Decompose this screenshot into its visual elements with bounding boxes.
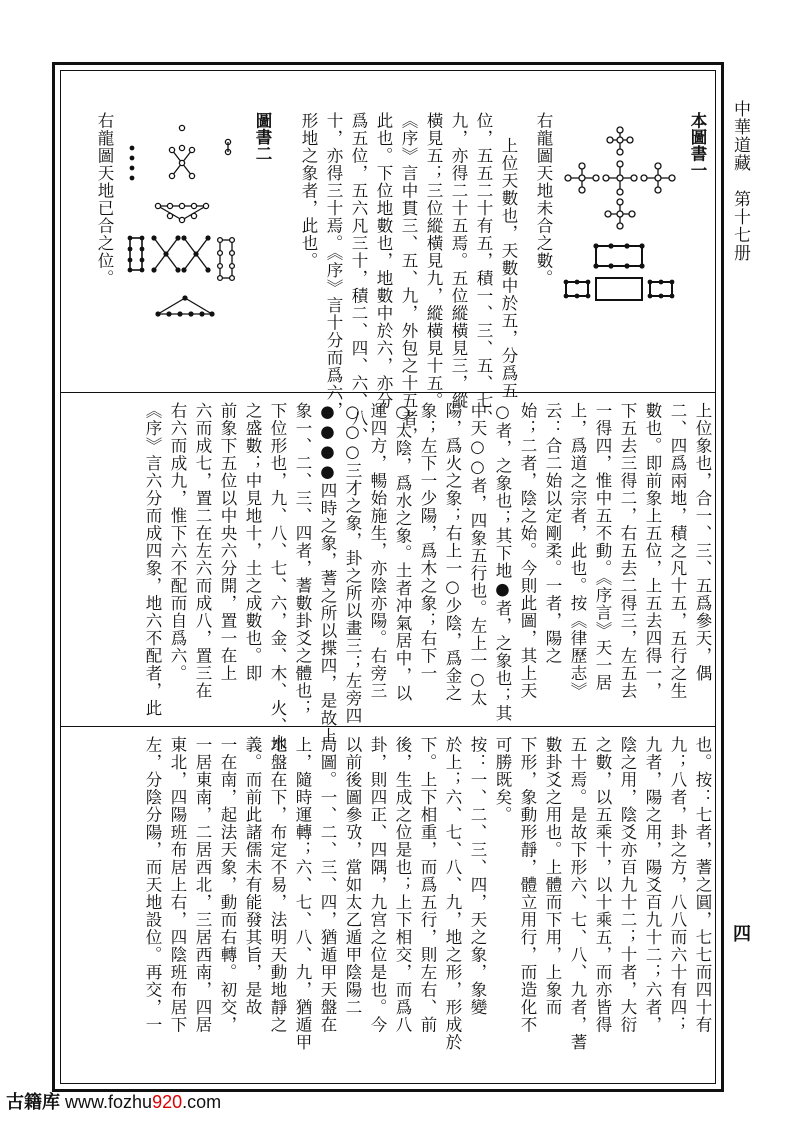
text-column: ○者，之象也；其下地●者，之象也；其 <box>493 402 512 722</box>
text-column: 陽，爲火之象；右上一○少陰，爲金之 <box>443 402 462 702</box>
text-column: 可勝既矣。 <box>493 736 512 824</box>
top-text <box>296 112 556 445</box>
text-column: 地盤在下，布定不易，法明天動地靜之 <box>268 736 287 1034</box>
text-column: 左，分陰分陽，而天地設位。再交，一 <box>143 736 162 1034</box>
text-column: 一得四，惟中五不動。《序言》天一居 <box>593 402 612 692</box>
diagram1-figure <box>558 120 683 310</box>
text-column: 也。按：七者，蓍之圓，七七而四十有 <box>693 736 712 1034</box>
text-column: 云：合二始以定剛柔。一者，陽之 <box>543 402 562 665</box>
text-column: 運四方，暢始施生，亦陰亦陽。右旁三 <box>368 402 387 700</box>
footer-host-suffix: .com <box>182 1092 222 1112</box>
text-column: 一居東南，二居西北，三居西南，四居 <box>193 736 212 1034</box>
running-header: 中華道藏 第十七册 <box>730 100 750 262</box>
text-column: 以前後圖參攷，當如太乙遁甲陰陽二 <box>343 736 362 1016</box>
text-column: 十，亦得三十焉。《序》言十分而爲六， <box>324 112 343 419</box>
text-column: 數卦爻之用也。上體而下用，上象而 <box>543 736 562 1016</box>
text-column: 右六而成九，惟下六不配而自爲六。 <box>168 402 187 682</box>
text-column: 象一、二、三、四者，蓍數卦爻之體也； <box>293 402 312 717</box>
diagram2-figure <box>122 120 242 325</box>
text-column: 數也。即前象上五位，上五去四得一， <box>643 402 662 700</box>
text-column: 之盛數；中見地十，土之成數也。即 <box>243 402 262 682</box>
text-column: 上，爲道之宗者，此也。按《律歷志》 <box>568 402 587 700</box>
diagram2-caption: 右龍圖天地已合之位。 <box>95 112 114 287</box>
text-column: 中天○○者，四象五行也。左上一○太 <box>468 402 487 707</box>
text-column: 下。上下相重，而爲五行，則左右、前 <box>418 736 437 1034</box>
text-column: ○太陰，爲水之象。土者冲氣居中，以 <box>393 402 412 702</box>
text-column: 下形，象動形靜，體立用行，而造化不 <box>518 736 537 1034</box>
text-column: 前象下五位以中央六分開，置一在上 <box>218 402 237 682</box>
text-column: 《序》言六分而成四象，地六不配者，此 <box>143 402 162 717</box>
text-column: 一在南，起法天象，動而右轉。初交， <box>218 736 237 1034</box>
diagram2-title: 圖書二 <box>253 112 272 162</box>
bottom-text <box>140 736 715 1051</box>
footer-host-num: 920 <box>152 1092 183 1112</box>
text-column: 九，亦得二十五焉。五位縱橫見三，縱 <box>449 112 468 410</box>
text-column: 形地之象者，此也。 <box>299 112 318 270</box>
text-column: 象；左下一少陽，爲木之象；右下一 <box>418 402 437 682</box>
text-column: 陰之用，陰爻亦百九十二；十者，大衍 <box>618 736 637 1034</box>
text-column: 九者，陽之用，陽爻百九十二；六者， <box>643 736 662 1034</box>
text-column: 橫見五；三位縱橫見九，縱橫見十五。 <box>424 112 443 410</box>
diagram1-title: 本圖書一 <box>688 112 707 178</box>
footer-watermark <box>6 1088 221 1114</box>
diagram1-caption: 右龍圖天地未合之數。 <box>534 112 553 287</box>
text-column: 五十焉。是故下形六、七、八、九者，蓍 <box>568 736 587 1051</box>
text-column: 位，五五二十有五，積一、三、五、七、 <box>474 112 493 427</box>
text-column: 《序》言中貫三、五、九，外包之十五者， <box>399 112 418 445</box>
text-column: 爲五位，五六凡三十，積二、四、六、八、 <box>349 112 368 445</box>
text-column: 下位形也，九、八、七、六，金、木、火、水 <box>268 402 287 752</box>
text-column: 上位天數也，天數中於五，分爲五 <box>499 137 518 400</box>
text-column: 此也。下位地數也，地數中於六，亦分 <box>374 112 393 410</box>
text-column: ○○○三才之象，卦之所以畫三；左旁四 <box>343 402 362 725</box>
text-column: 上，隨時運轉；六、七、八、九，猶遁甲 <box>293 736 312 1051</box>
text-column: 義。而前此諸儒未有能發其旨，是故 <box>243 736 262 1016</box>
text-column: 九；八者，卦之方，八八而六十有四； <box>668 736 687 1034</box>
text-column: 之數，以五乘十，以十乘五，而亦皆得 <box>593 736 612 1034</box>
text-column: 於上；六、七、八、九，地之形，形成於 <box>443 736 462 1051</box>
text-column: 東北，四陽班布居上右，四陰班布居下 <box>168 736 187 1034</box>
page-number: 四 <box>733 924 751 945</box>
text-column: 始；二者，陰之始。今則此圖，其上天 <box>518 402 537 700</box>
text-column: 下五去三得二，右五去二得三，左五去 <box>618 402 637 700</box>
middle-text <box>140 402 715 752</box>
text-column: 二、四爲兩地，積之凡十五，五行之生 <box>668 402 687 700</box>
text-column: 按：一、二、三、四，天之象，象變 <box>468 736 487 1016</box>
text-column: ●●●●四時之象，蓍之所以揲四，是故上 <box>318 402 337 745</box>
footer-brand: 古籍库 <box>6 1092 60 1112</box>
text-column: 六而成七，置二在左六而成八，置三在 <box>193 402 212 700</box>
text-column: 後，生成之位是也；上下相交，而爲八 <box>393 736 412 1034</box>
footer-host-prefix: www.fozhu <box>65 1092 153 1112</box>
text-column: 局圖。一、二、三、四，猶遁甲天盤在 <box>318 736 337 1034</box>
text-column: 卦，則四正、四隅，九宫之位是也。今 <box>368 736 387 1034</box>
text-column: 上位象也，合一、三、五爲參天，偶 <box>693 402 712 682</box>
